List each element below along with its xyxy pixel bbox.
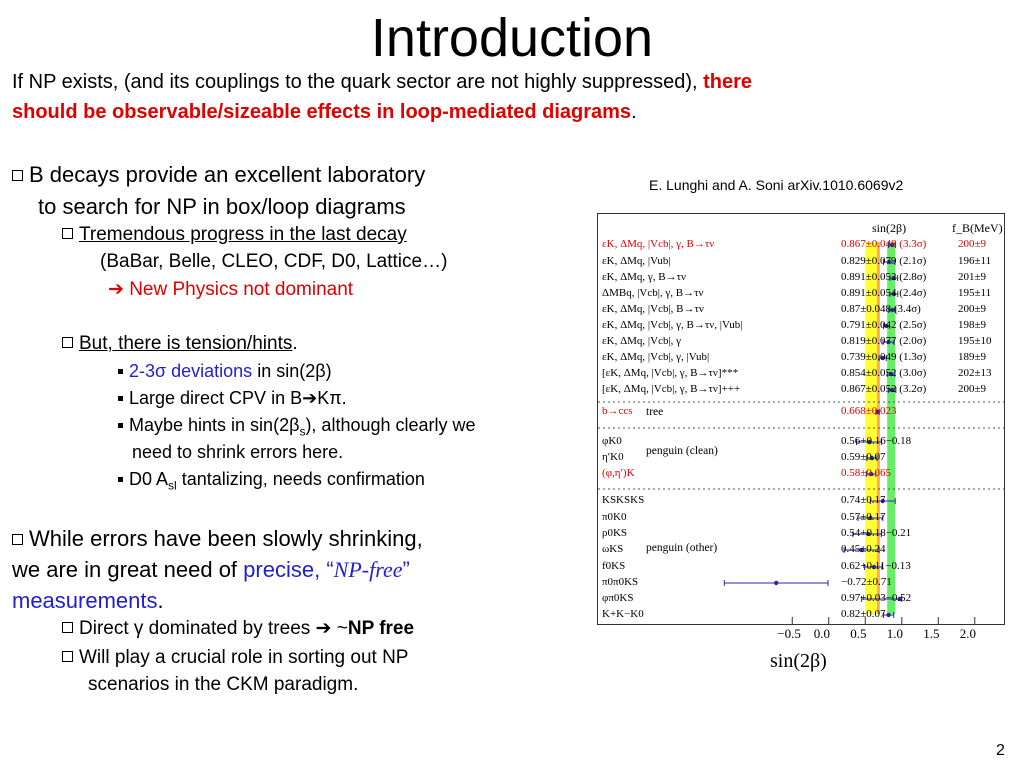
group-tree: tree <box>646 406 664 418</box>
row-fb: 200±9 <box>958 383 987 395</box>
row-label: φK0 <box>602 435 622 447</box>
intro-line-2: should be observable/sizeable effects in loop-mediated diagrams. <box>12 101 637 123</box>
np-not-dominant: ➔ New Physics not dominant <box>108 279 354 300</box>
checkbox-bullet-icon <box>62 228 73 239</box>
right-arrow-icon: ➔ <box>302 388 318 408</box>
row-label: εK, ΔMq, |Vcb|, γ, |Vub| <box>602 351 710 363</box>
sub-bullet-crucial-role-line2: scenarios in the CKM paradigm. <box>88 674 359 695</box>
row-fb: 195±10 <box>958 335 992 347</box>
row-label: εK, ΔMq, |Vcb|, B→τν <box>602 303 704 315</box>
header-fb: f_B(MeV) <box>952 221 1003 235</box>
bullet-b-decays-line2: to search for NP in box/loop diagrams <box>38 194 406 219</box>
row-label: [εK, ΔMq, |Vcb|, γ, B→τν]*** <box>602 367 739 379</box>
right-arrow-icon: ➔ <box>315 618 332 639</box>
row-label: ηʹK0 <box>602 451 624 463</box>
row-label: π0K0 <box>602 511 627 523</box>
row-label: (φ,ηʹ)K <box>602 467 635 479</box>
x-tick-label: 1.0 <box>886 626 904 641</box>
row-value: 0.62+0.11−0.13 <box>841 560 911 572</box>
checkbox-bullet-icon <box>62 337 73 348</box>
sub-bullet-progress: Tremendous progress in the last decay <box>62 222 407 248</box>
row-value: 0.668±0.023 <box>841 405 897 417</box>
row-label: ωKS <box>602 543 624 555</box>
x-tick-label: 0.0 <box>813 626 830 641</box>
row-fb: 196±11 <box>958 255 992 267</box>
square-bullet-icon <box>118 369 123 374</box>
row-value: 0.867±0.052 (3.2σ) <box>841 383 927 395</box>
row-value: 0.82±0.07 <box>841 608 886 620</box>
row-label: εK, ΔMq, |Vub| <box>602 255 671 267</box>
row-value: 0.791±0.042 (2.5σ) <box>841 319 927 331</box>
x-tick-label: 2.0 <box>959 626 977 641</box>
group-penguin-clean: penguin (clean) <box>646 445 718 457</box>
row-label: ΔMBq, |Vcb|, γ, B→τν <box>602 287 704 299</box>
page-number: 2 <box>996 742 1005 759</box>
item-sin2betas: Maybe hints in $\sin(2\beta_s)$, although clearly we <box>118 412 476 445</box>
checkbox-bullet-icon <box>12 534 23 545</box>
row-value: 0.87±0.048 (3.4σ) <box>841 303 921 315</box>
row-label: b→ccs <box>602 405 633 417</box>
x-tick-label: −0.5 <box>777 626 801 641</box>
sin2beta-figure <box>597 213 1005 625</box>
row-label: KSKSKS <box>602 494 645 506</box>
item-deviations: 2-3σ deviations in sin(2β) <box>118 358 332 384</box>
row-label: εK, ΔMq, |Vcb|, γ <box>602 335 682 347</box>
bullet-errors-line2: we are in great need of precise, “NP-free” <box>12 557 410 582</box>
checkbox-bullet-icon <box>12 170 23 181</box>
row-label: εK, ΔMq, |Vcb|, γ, B→τν <box>602 238 715 250</box>
item-d0-asl: D0 $A_{sl}$ tantalizing, needs confirmation <box>118 466 425 499</box>
row-fb: 202±13 <box>958 367 992 379</box>
item-direct-cpv: Large direct CPV in B➔Kπ. <box>118 385 347 411</box>
sub-bullet-crucial-role: Will play a crucial role in sorting out NP <box>62 645 408 671</box>
row-label: [εK, ΔMq, |Vcb|, γ, B→τν]+++ <box>602 383 741 395</box>
x-tick-label: 0.5 <box>850 626 867 641</box>
row-value: 0.58±0.065 <box>841 467 892 479</box>
row-value: 0.854±0.052 (3.0σ) <box>841 367 927 379</box>
header-sin2beta: sin(2β) <box>872 221 907 235</box>
intro-line-1: If NP exists, (and its couplings to the quark sector are not highly suppressed), there <box>12 71 753 93</box>
sub-bullet-tension: But, there is tension/hints. <box>62 331 298 357</box>
experiments-list: (BaBar, Belle, CLEO, CDF, D0, Lattice…) <box>100 251 448 272</box>
row-fb: 201±9 <box>958 271 987 283</box>
row-value: 0.739±0.049 (1.3σ) <box>841 351 927 363</box>
row-value: 0.74±0.17 <box>841 494 886 506</box>
row-label: ρ0KS <box>602 527 628 539</box>
x-tick-label: 1.5 <box>923 626 940 641</box>
row-label: εK, ΔMq, |Vcb|, γ, B→τν, |Vub| <box>602 319 743 331</box>
row-value: 0.54+0.18−0.21 <box>841 527 912 539</box>
row-label: f0KS <box>602 560 626 572</box>
right-arrow-icon: ➔ <box>108 279 124 300</box>
reference-citation: E. Lunghi and A. Soni arXiv.1010.6069v2 <box>649 177 904 193</box>
group-penguin-other: penguin (other) <box>646 542 718 554</box>
checkbox-bullet-icon <box>62 651 73 662</box>
row-value: 0.867±0.048 (3.3σ) <box>841 238 927 250</box>
data-point <box>774 581 778 585</box>
slide-title: Introduction <box>370 8 654 68</box>
square-bullet-icon <box>118 423 123 428</box>
row-fb: 200±9 <box>958 238 987 250</box>
square-bullet-icon <box>118 396 123 401</box>
sub-bullet-direct-gamma: Direct γ dominated by trees ➔ ~NP free <box>62 616 414 642</box>
row-value: 0.57±0.17 <box>841 511 886 523</box>
row-fb: 198±9 <box>958 319 987 331</box>
row-value: 0.819±0.077 (2.0σ) <box>841 335 927 347</box>
row-value: 0.59±0.07 <box>841 451 886 463</box>
row-label: K+K−K0 <box>602 608 644 620</box>
row-value: 0.97+0.03−0.52 <box>841 592 912 604</box>
checkbox-bullet-icon <box>62 622 73 633</box>
row-value: 0.891±0.052 (2.8σ) <box>841 271 927 283</box>
row-fb: 195±11 <box>958 287 992 299</box>
item-sin2betas-line2: need to shrink errors here. <box>132 442 344 462</box>
row-value: 0.829±0.079 (2.1σ) <box>841 255 927 267</box>
bullet-errors-line3: measurements. <box>12 588 164 613</box>
row-label: π0π0KS <box>602 576 639 588</box>
x-axis-label: sin(2β) <box>770 650 827 672</box>
bullet-b-decays: B decays provide an excellent laboratory <box>12 161 425 189</box>
square-bullet-icon <box>118 477 123 482</box>
row-label: φπ0KS <box>602 592 634 604</box>
row-value: 0.45±0.24 <box>841 543 886 555</box>
row-fb: 189±9 <box>958 351 987 363</box>
bullet-errors: While errors have been slowly shrinking, <box>12 525 423 553</box>
row-fb: 200±9 <box>958 303 987 315</box>
row-value: −0.72±0.71 <box>841 576 892 588</box>
row-label: εK, ΔMq, γ, B→τν <box>602 271 687 283</box>
data-point <box>886 613 890 617</box>
row-value: 0.891±0.054 (2.4σ) <box>841 287 927 299</box>
row-value: 0.56+0.16−0.18 <box>841 435 912 447</box>
